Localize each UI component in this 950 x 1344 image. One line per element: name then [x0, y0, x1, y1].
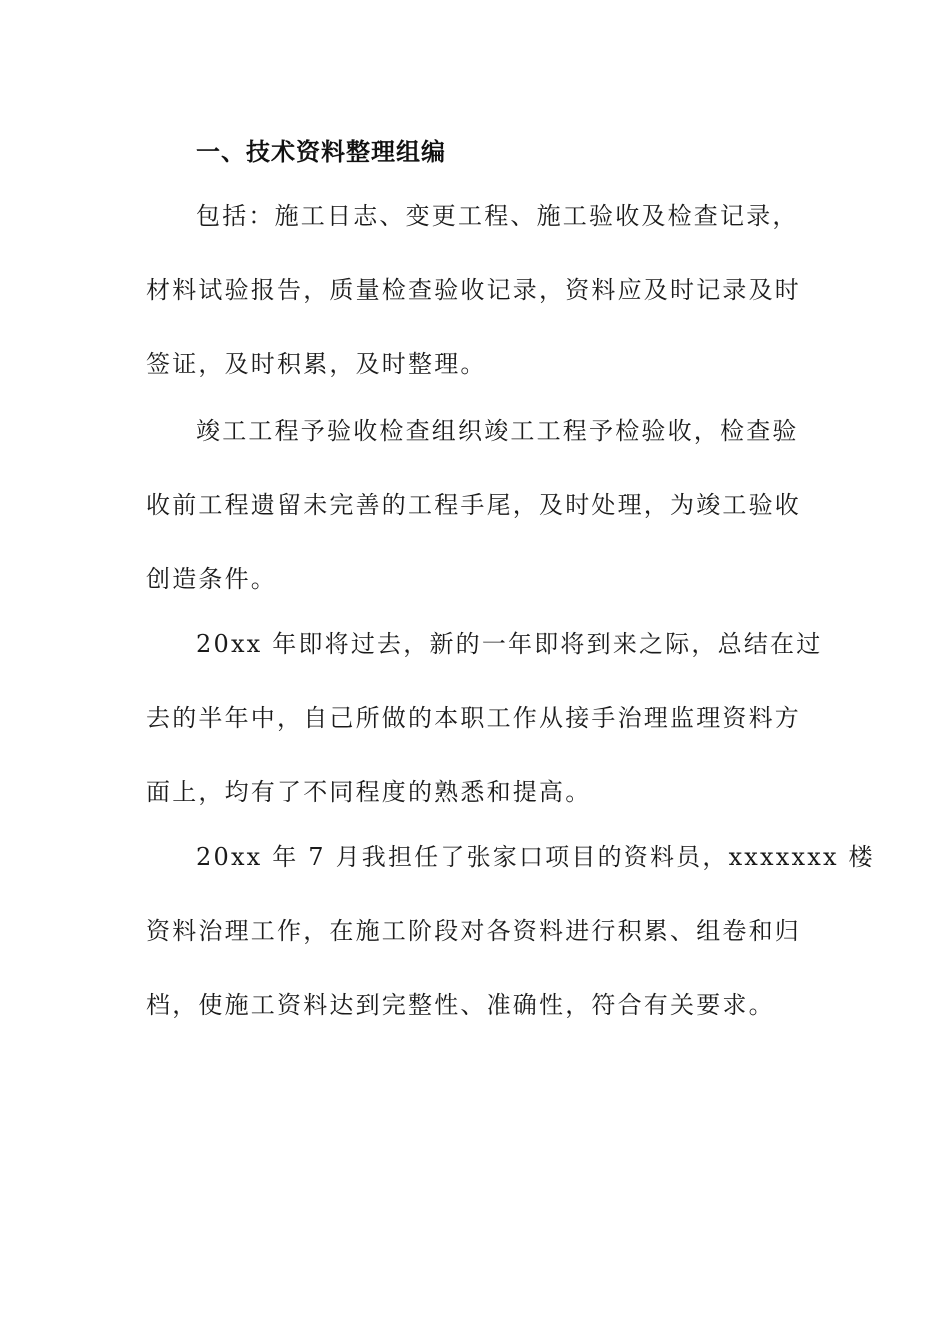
section-heading: 一、技术资料整理组编 — [196, 138, 446, 166]
paragraph-3-line-3: 面上，均有了不同程度的熟悉和提高。 — [146, 778, 592, 806]
paragraph-4-line-2: 资料治理工作，在施工阶段对各资料进行积累、组卷和归 — [146, 917, 801, 945]
paragraph-1-line-3: 签证，及时积累，及时整理。 — [146, 350, 487, 378]
paragraph-1-line-1: 包括：施工日志、变更工程、施工验收及检查记录， — [196, 202, 799, 230]
paragraph-2-line-2: 收前工程遗留未完善的工程手尾，及时处理，为竣工验收 — [146, 491, 801, 519]
paragraph-4-line-3: 档，使施工资料达到完整性、准确性，符合有关要求。 — [146, 991, 775, 1019]
paragraph-4-line-1: 20xx 年 7 月我担任了张家口项目的资料员，xxxxxxx 楼 — [196, 843, 875, 871]
paragraph-2-line-1: 竣工工程予验收检查组织竣工工程予检验收，检查验 — [196, 417, 799, 445]
paragraph-1-line-2: 材料试验报告，质量检查验收记录，资料应及时记录及时 — [146, 276, 801, 304]
paragraph-3-line-2: 去的半年中，自己所做的本职工作从接手治理监理资料方 — [146, 704, 801, 732]
paragraph-2-line-3: 创造条件。 — [146, 565, 277, 593]
paragraph-3-line-1: 20xx 年即将过去，新的一年即将到来之际，总结在过 — [196, 630, 823, 658]
